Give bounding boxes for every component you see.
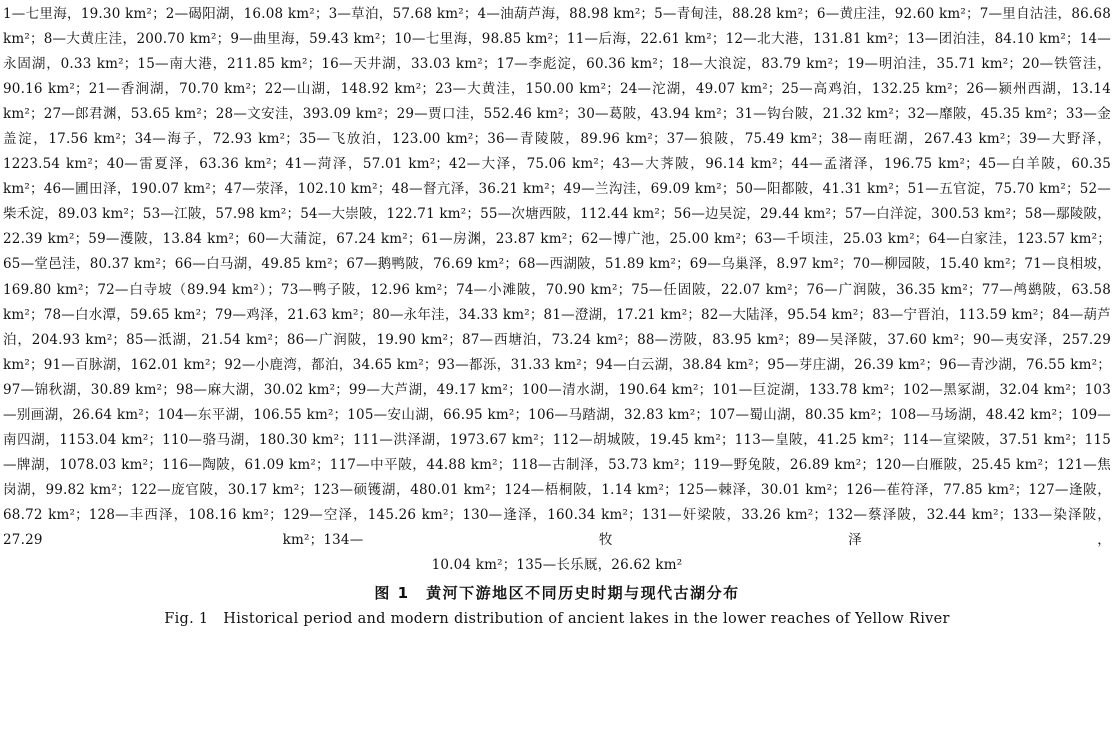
figure-caption-english: Fig. 1 Historical period and modern distribution of ancient lakes in the lower reaches of Yellow River [164,611,950,628]
lake-legend-text: 1—七里海，19.30 km²；2—碣阳湖，16.08 km²；3—草泊，57.68 km²；4—油葫芦海，88.98 km²；5—青甸洼，88.28 km²；6—黄庄洼，92.60 km²；7—里自沽洼，86.68 km²；8—大黄庄洼，200.70 km²；9—曲里海，59.43 km²；10—七里海，98.85 km²；11—后海，22.61 km²；12—北大港，131.81 km²；13—团泊洼，84.10 km²；14—永固湖，0.33 km²；15—南大港，211.85 km²；16—天井湖，33.03 km²；17—李彪淀，60.36 km²；18—大浪淀，83.79 km²；19—明泊洼，35.71 km²；20—铁管洼，90.16 km²；21—香涧湖，70.70 km²；22—山湖，148.92 km²；23—大黄洼，150.00 km²；24—沱湖，49.07 km²；25—高鸡泊，132.25 km²；26—颍州西湖，13.14 km²；27—郎君渊，53.65 km²；28—文安洼，393.09 km²；29—贾口洼，552.46 km²；30—葛陂，43.94 km²；31—钩台陂，21.32 km²；32—靡陂，45.35 km²；33—金盖淀，17.56 km²；34—海子，72.93 km²；35—飞放泊，123.00 km²；36—青陵陂，89.96 km²；37—狼陂，75.49 km²；38—南旺湖，267.43 km²；39—大野泽，1223.54 km²；40—雷夏泽，63.36 km²；41—菏泽，57.01 km²；42—大泽，75.06 km²；43—大荠陂，96.14 km²；44—孟渚泽，196.75 km²；45—白羊陂，60.35 km²；46—圃田泽，190.07 km²；47—荥泽，102.10 km²；48—督亢泽，36.21 km²；49—兰沟洼，69.09 km²；50—阳都陂，41.31 km²；51—五官淀，75.70 km²；52—柴禾淀，89.03 km²；53—江陂，57.98 km²；54—大崇陂，122.71 km²；55—次塘西陂，112.44 km²；56—边吴淀，29.44 km²；57—白洋淀，300.53 km²；58—鄢陵陂，22.39 km²；59—濩陂，13.84 km²；60—大蒲淀，67.24 km²；61—房渊，23.87 km²；62—博广池，25.00 km²；63—千顷洼，25.03 km²；64—白家洼，123.57 km²；65—堂邑洼，80.37 km²；66—白马湖，49.85 km²；67—鹅鸭陂，76.69 km²；68—西湖陂，51.89 km²；69—乌巢泽，8.97 km²；70—柳园陂，15.40 km²；71—良相坡，169.80 km²；72—白寺坡（89.94 km²）；73—鸭子陂，12.96 km²；74—小滩陂，70.90 km²；75—任固陂，22.07 km²；76—广润陂，36.35 km²；77—鸬鹚陂，63.58 km²；78—白水潭，59.65 km²；79—鸡泽，21.63 km²；80—永年洼，34.33 km²；81—澄湖，17.21 km²；82—大陆泽，95.54 km²；83—宁晋泊，113.59 km²；84—葫芦泊，204.93 km²；85—泜湖，21.54 km²；86—广润陂，19.90 km²；87—西塘泊，73.24 km²；88—涝陂，83.95 km²；89—吴泽陂，37.60 km²；90—夷安泽，257.29 km²；91—百脉湖，162.01 km²；92—小鹿湾，都泊，34.65 km²；93—都泺，31.33 km²；94—白云湖，38.84 km²；95—芽庄湖，26.39 km²；96—青沙湖，76.55 km²；97—锦秋湖，30.89 km²；98—麻大湖，30.02 km²；99—大芦湖，49.17 km²；100—清水湖，190.64 km²；101—巨淀湖，133.78 km²；102—黑冢湖，32.04 km²；103—别画湖，26.64 km²；104—东平湖，106.55 km²；105—安山湖，66.95 km²；106—马踏湖，32.83 km²；107—蜀山湖，80.35 km²；108—马场湖，48.42 km²；109—南四湖，1153.04 km²；110—骆马湖，180.30 km²；111—洪泽湖，1973.67 km²；112—胡城陂，19.45 km²；113—皇陂，41.25 km²；114—宣梁陂，37.51 km²；115—牌湖，1078.03 km²；116—陶陂，61.09 km²；117—中平陂，44.88 km²；118—古制泽，53.73 km²；119—野兔陂，26.89 km²；120—白雁陂，25.45 km²；121—焦岗湖，99.82 km²；122—庞官陂，30.17 km²；123—硕镬湖，480.01 km²；124—梧桐陂，1.14 km²；125—棘泽，30.01 km²；126—萑符泽，77.85 km²；127—逢陂，68.72 km²；128—丰西泽，108.16 km²；129—空泽，145.26 km²；130—逢泽，160.34 km²；131—奸梁陂，33.26 km²；132—蔡泽陂，32.44 km²；133—染泽陂，27.29 km²；134—牧泽， [3,6,1112,548]
lake-legend-last-line: 10.04 km²；135—长乐厩，26.62 km² [431,557,683,574]
figure-caption-chinese: 图 1 黄河下游地区不同历史时期与现代古湖分布 [374,584,740,603]
figure-legend-page [3,2,1111,749]
